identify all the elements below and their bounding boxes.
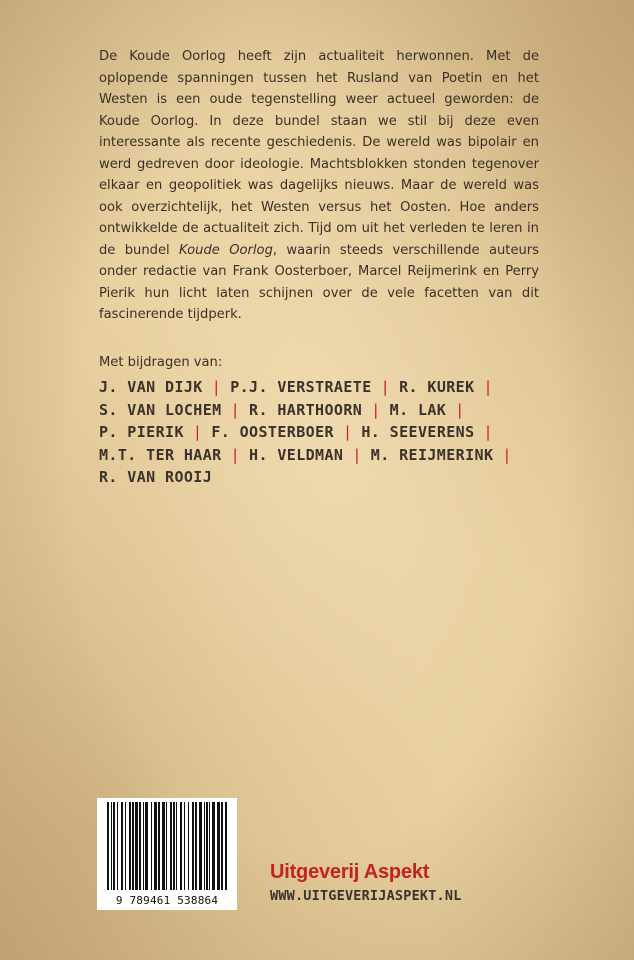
blurb-text: De Koude Oorlog heeft zijn actualiteit herwonnen. Met de oplopende spanningen tussen het Rusland van Poetin en het Westen is een oude tegenstelling weer actueel geworden: de Koude Oorlog. In deze bundel staan we stil bij deze even interessante als recente geschiedenis. De wereld was bipolair en werd gedreven door ideologie. Machtsblokken stonden tegenover elkaar en geopolitiek was dagelijks nieuws. Maar de wereld was ook overzichtelijk, het Westen versus het Oosten. Hoe anders ontwikkelde de actualiteit zich. Tijd om uit het verleden te leren in de bundel Koude Oorlog, waarin steeds verschillende auteurs onder redactie van Frank Oosterboer, Marcel Reijmerink en Perry Pierik hun licht laten schijnen over de vele facetten van dit fascinerende tijdperk. <box>99 49 540 322</box>
book-title: Koude Oorlog <box>179 242 273 258</box>
contributor-row <box>99 466 549 489</box>
name-separator: | <box>483 423 493 441</box>
name-separator: | <box>230 400 241 419</box>
name-separator: | <box>483 378 493 396</box>
name-separator: | <box>455 400 465 419</box>
contributors-list <box>99 376 549 489</box>
contributor-row <box>99 444 549 467</box>
name-separator: | <box>230 445 241 464</box>
name-separator: | <box>352 445 362 464</box>
contributor-row <box>99 399 549 422</box>
name-separator: | <box>502 445 512 464</box>
name-separator: | <box>380 378 391 396</box>
contributor-name: S. VAN LOCHEM <box>99 400 222 419</box>
publisher-website: WWW.UITGEVERIJASPEKT.NL <box>270 888 462 904</box>
name-separator: | <box>211 378 222 396</box>
barcode-bars <box>97 798 237 894</box>
isbn-number: 9 789461 538864 <box>115 894 219 907</box>
contributor-name: R. VAN ROOIJ <box>99 468 213 486</box>
contributor-row <box>99 421 549 444</box>
name-separator: | <box>192 423 203 441</box>
contributor-name: M. LAK <box>389 400 447 419</box>
contributor-name: R. HARTHOORN <box>249 400 363 419</box>
contributor-row <box>99 376 549 399</box>
name-separator: | <box>342 423 353 441</box>
contributor-name: F. OOSTERBOER <box>211 423 334 441</box>
contributor-name: P.J. VERSTRAETE <box>230 378 372 396</box>
barcode <box>97 798 237 910</box>
contributor-name: M.T. TER HAAR <box>99 445 222 464</box>
publisher-name: Uitgeverij Aspekt <box>270 861 430 883</box>
contributor-name: M. REIJMERINK <box>370 445 494 464</box>
name-separator: | <box>371 400 381 419</box>
contributor-name: J. VAN DIJK <box>99 378 203 396</box>
contributor-name: R. KUREK <box>399 378 475 396</box>
contributor-name: H. VELDMAN <box>249 445 344 464</box>
contributor-name: P. PIERIK <box>99 423 184 441</box>
contributors-label: Met bijdragen van: <box>99 355 223 370</box>
contributor-name: H. SEEVERENS <box>361 423 475 441</box>
